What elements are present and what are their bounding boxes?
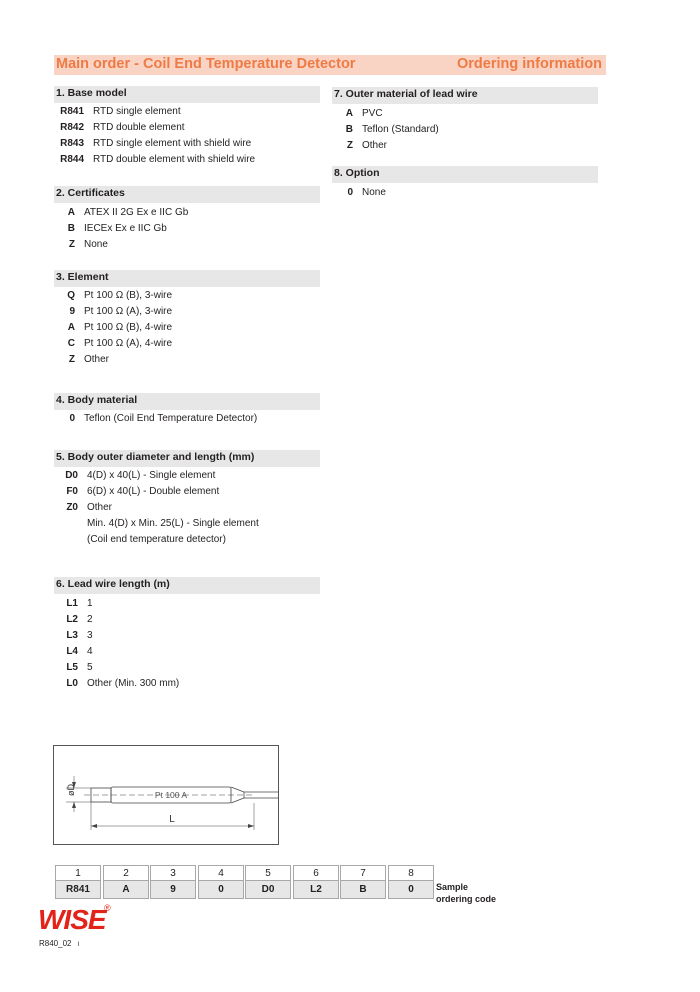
section-body-dimensions-header	[54, 450, 320, 467]
option-description: None	[362, 187, 386, 198]
option-code: Z	[68, 354, 75, 365]
ordering-box-value: L2	[293, 881, 339, 899]
ordering-box-number: 2	[103, 865, 149, 881]
page-title: Main order - Coil End Temperature Detector	[56, 56, 356, 72]
ordering-box-value: 9	[150, 881, 196, 899]
length-label: L	[169, 814, 175, 825]
option-code: C	[67, 338, 75, 349]
ordering-code-box	[55, 865, 101, 899]
document-code-text: R840_02	[39, 939, 72, 948]
ordering-box-value: 0	[198, 881, 244, 899]
ordering-code-box	[245, 865, 291, 899]
option-description: Pt 100 Ω (B), 3-wire	[84, 290, 173, 301]
ordering-box-number: 1	[55, 865, 101, 881]
section-lead-wire-length-header	[54, 577, 320, 594]
option-code: Z	[68, 239, 75, 250]
section-option-header	[332, 166, 598, 183]
header-bar	[54, 55, 606, 75]
logo-registered-mark: ®	[104, 903, 111, 913]
option-description: Min. 4(D) x Min. 25(L) - Single element	[87, 518, 259, 529]
option-description: 4(D) x 40(L) - Single element	[87, 470, 216, 481]
ordering-code-box	[340, 865, 386, 899]
sample-label-line2: ordering code	[436, 894, 497, 904]
ordering-code-box	[150, 865, 196, 899]
option-description: None	[84, 239, 108, 250]
ordering-box-number: 7	[340, 865, 386, 881]
option-code: R841	[60, 106, 84, 117]
option-description: Pt 100 Ω (A), 4-wire	[84, 338, 173, 349]
section-title: 5. Body outer diameter and length (mm)	[56, 451, 255, 463]
ordering-box-number: 5	[245, 865, 291, 881]
option-description: Other	[362, 140, 388, 151]
option-code: L5	[66, 662, 78, 673]
option-description: IECEx Ex e IIC Gb	[84, 223, 167, 234]
option-description: PVC	[362, 108, 383, 119]
option-description: RTD single element	[93, 106, 181, 117]
option-code: R843	[60, 138, 84, 149]
ordering-code-box	[388, 865, 434, 899]
option-code: A	[67, 207, 75, 218]
ordering-box-number: 3	[150, 865, 196, 881]
ordering-code-box	[103, 865, 149, 899]
option-description: (Coil end temperature detector)	[87, 534, 226, 545]
ordering-box-value: 0	[388, 881, 434, 899]
arrowhead-shape	[248, 824, 254, 828]
ordering-code-box	[293, 865, 339, 899]
diameter-label: øD	[66, 784, 76, 796]
arrowhead-shape	[72, 802, 76, 808]
ordering-box-number: 8	[388, 865, 434, 881]
section-title: 6. Lead wire length (m)	[56, 578, 170, 590]
section-body-material-header	[54, 393, 320, 410]
option-description: 3	[87, 630, 93, 641]
option-code: Z	[346, 140, 353, 151]
option-code: L4	[66, 646, 78, 657]
option-code: 9	[69, 306, 75, 317]
option-code: Z0	[66, 502, 78, 513]
footer-separator: I	[77, 942, 80, 948]
option-code: L2	[66, 614, 78, 625]
arrowhead-shape	[91, 824, 97, 828]
option-description: 2	[87, 614, 93, 625]
document-code	[39, 939, 79, 948]
sample-ordering-code-label	[436, 881, 496, 905]
ordering-box-value: B	[340, 881, 386, 899]
option-description: Pt 100 Ω (B), 4-wire	[84, 322, 173, 333]
option-description: RTD single element with shield wire	[93, 138, 252, 149]
option-description: ATEX II 2G Ex e IIC Gb	[84, 207, 189, 218]
option-code: Q	[67, 290, 75, 301]
option-code: 0	[69, 413, 75, 424]
ordering-box-number: 6	[293, 865, 339, 881]
section-base-model-header	[54, 86, 320, 103]
ordering-box-value: A	[103, 881, 149, 899]
option-description: Other	[84, 354, 110, 365]
ordering-box-value: R841	[55, 881, 101, 899]
option-code: A	[67, 322, 75, 333]
section-certificates-header	[54, 186, 320, 203]
section-title: 2. Certificates	[56, 187, 125, 199]
option-code: B	[67, 223, 75, 234]
option-code: F0	[66, 486, 78, 497]
option-description: Teflon (Standard)	[362, 124, 439, 135]
option-code: L3	[66, 630, 78, 641]
section-title: 8. Option	[334, 167, 380, 179]
option-description: Other (Min. 300 mm)	[87, 678, 180, 689]
sample-label-line1: Sample	[436, 882, 469, 892]
option-description: 4	[87, 646, 93, 657]
option-code: L0	[66, 678, 78, 689]
section-title: 4. Body material	[56, 394, 138, 406]
option-code: R842	[60, 122, 84, 133]
option-description: Other	[87, 502, 113, 513]
option-code: R844	[60, 154, 84, 165]
body-label: Pt 100 A	[154, 790, 188, 800]
section-title: 3. Element	[56, 271, 109, 283]
section-lead-wire-material-header	[332, 87, 598, 104]
option-code: B	[345, 124, 353, 135]
option-description: RTD double element	[93, 122, 185, 133]
section-element-header	[54, 270, 320, 287]
option-code: A	[345, 108, 353, 119]
section-title: 1. Base model	[56, 87, 127, 99]
option-code: 0	[347, 187, 353, 198]
section-title: 7. Outer material of lead wire	[334, 88, 478, 100]
option-description: 1	[87, 598, 93, 609]
option-description: 5	[87, 662, 93, 673]
wise-logo	[38, 905, 128, 935]
ordering-code-box	[198, 865, 244, 899]
ordering-box-number: 4	[198, 865, 244, 881]
option-code: L1	[66, 598, 78, 609]
logo-wordmark: WISE	[38, 904, 106, 935]
detector-drawing-svg	[54, 746, 278, 844]
option-description: Teflon (Coil End Temperature Detector)	[84, 413, 258, 424]
option-code: D0	[65, 470, 78, 481]
option-description: Pt 100 Ω (A), 3-wire	[84, 306, 173, 317]
option-description: RTD double element with shield wire	[93, 154, 256, 165]
option-description: 6(D) x 40(L) - Double element	[87, 486, 220, 497]
detector-drawing	[53, 745, 279, 845]
page-subtitle: Ordering information	[457, 56, 602, 72]
ordering-box-value: D0	[245, 881, 291, 899]
